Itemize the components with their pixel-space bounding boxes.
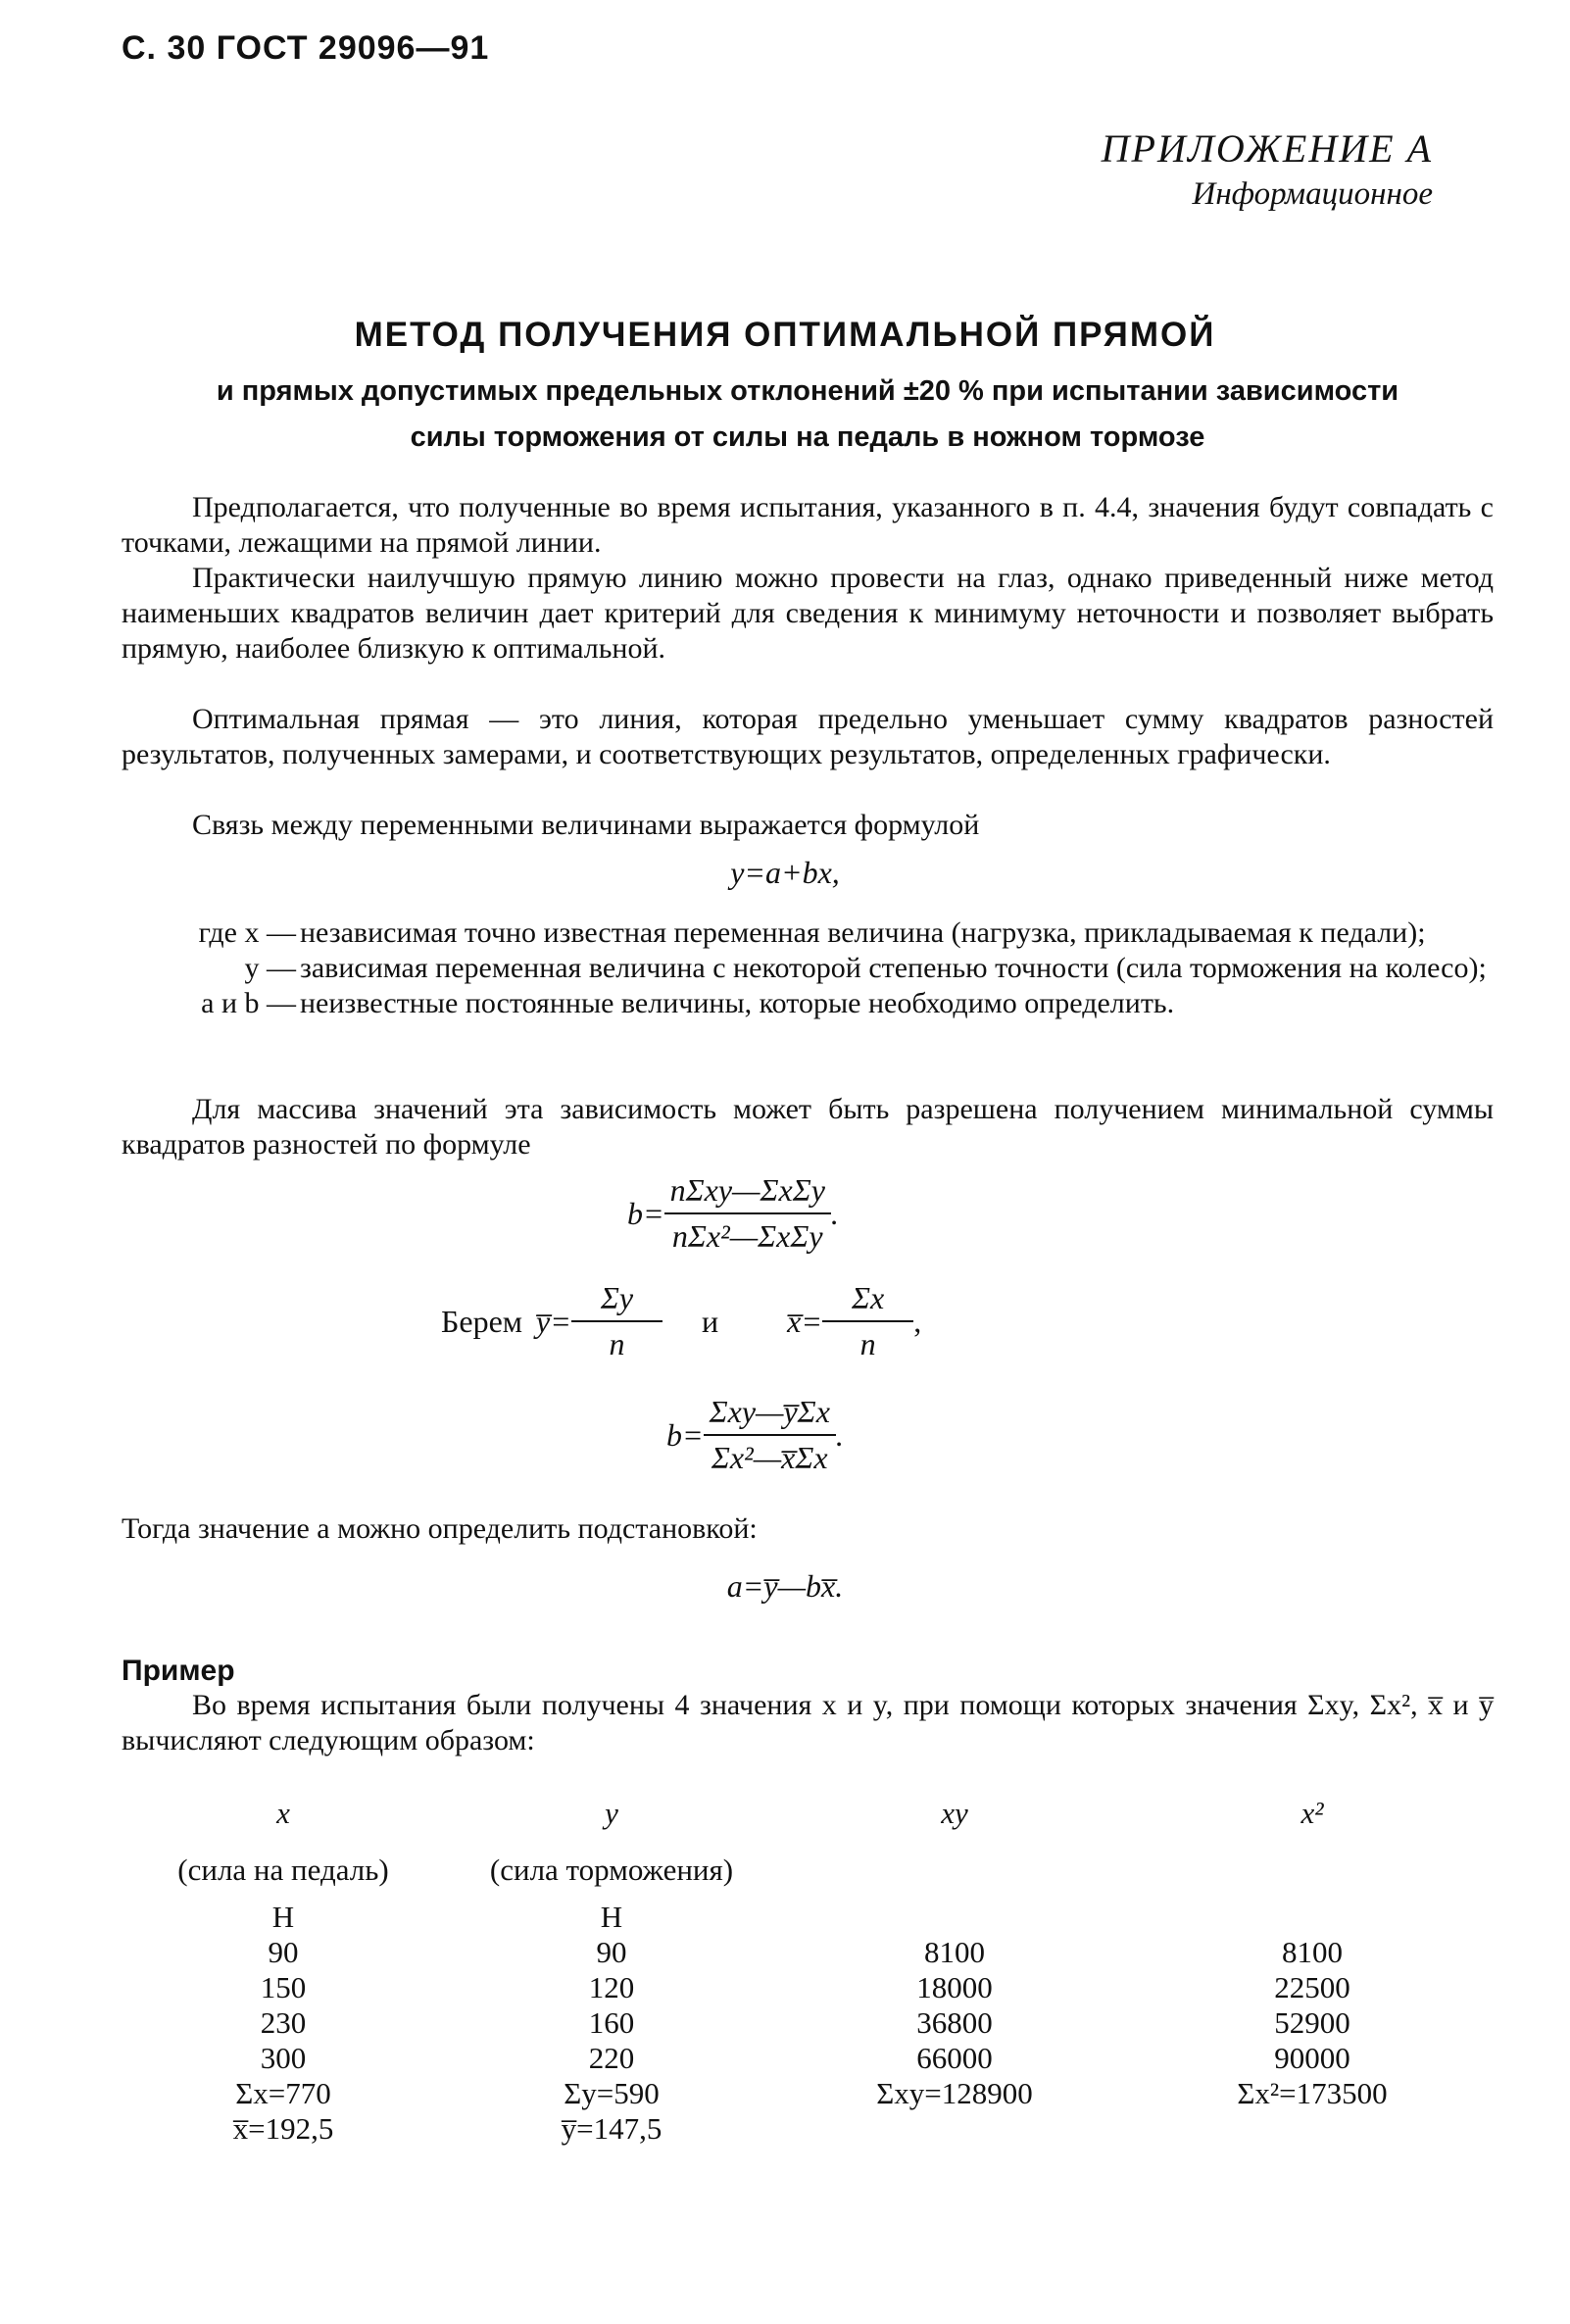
definition-term: a и b — — [201, 987, 296, 1019]
mean-cell: x̅=192,5 — [232, 2111, 334, 2146]
definition-term: y — — [244, 952, 296, 984]
sum-cell: Σx=770 — [235, 2076, 331, 2110]
table-sums-row — [122, 2076, 1494, 2111]
table-cell: 36800 — [916, 2005, 993, 2040]
sum-cell: Σy=590 — [564, 2076, 660, 2110]
ybar-denominator: n — [609, 1326, 625, 1361]
paragraph-6: Тогда значение a можно определить подстановкой: — [122, 1512, 758, 1545]
unit-cell: Н — [271, 1900, 295, 1934]
table-cell: 160 — [588, 2005, 635, 2040]
paragraph-2: Практически наилучшую прямую линию можно провести на глаз, однако приведенный ниже метод наименьших квадратов величин дает критерий для сведения к минимуму неточности и позволяет выбрать прямую, наиболее близкую к оптимальной. — [122, 562, 1494, 665]
table-header-vars — [122, 1786, 1494, 1841]
ybar-numerator: Σy — [571, 1280, 662, 1322]
calculation-table — [122, 1786, 1494, 2147]
table-cell: 150 — [260, 1970, 307, 2004]
table-row — [122, 1970, 1494, 2005]
table-cell: 66000 — [916, 2041, 993, 2075]
section-title: МЕТОД ПОЛУЧЕНИЯ ОПТИМАЛЬНОЙ ПРЯМОЙ — [354, 316, 1216, 354]
definition-text: зависимая переменная величина с некоторой степенью точности (сила торможения на колесо); — [300, 952, 1487, 984]
definition-x — [122, 915, 1494, 951]
table-cell: 300 — [260, 2041, 307, 2075]
mean-cell — [778, 2111, 1131, 2147]
table-row — [122, 1935, 1494, 1970]
mean-cell: y̅=147,5 — [561, 2111, 662, 2146]
and-word: и — [702, 1303, 719, 1339]
page-header: С. 30 ГОСТ 29096—91 — [122, 29, 490, 67]
table-cell: 90000 — [1274, 2041, 1350, 2075]
example-intro: Во время испытания были получены 4 значения x и y, при помощи которых значения Σxy, Σx², x̅ и y̅ вычисляют следующим образом: — [122, 1689, 1494, 1756]
sum-cell: Σx²=173500 — [1237, 2076, 1388, 2110]
paragraph-4: Связь между переменными величинами выражается формулой — [192, 809, 980, 841]
table-cell: 230 — [260, 2005, 307, 2040]
column-label — [778, 1841, 1131, 1900]
formula-b-fraction — [664, 1172, 831, 1255]
unit-cell — [1131, 1900, 1494, 1935]
column-header: x — [276, 1796, 290, 1830]
formula-b2-numerator: Σxy—y̅Σx — [704, 1394, 836, 1436]
table-cell: 52900 — [1274, 2005, 1350, 2040]
section-subtitle-line2: силы торможения от силы на педаль в ножном тормозе — [410, 421, 1205, 453]
formula-b2-lhs: b= — [666, 1416, 704, 1453]
definition-term: где x — — [198, 916, 296, 949]
xbar-end: , — [913, 1303, 922, 1339]
column-label: (сила на педаль) — [177, 1853, 389, 1887]
column-label: (сила торможения) — [489, 1853, 734, 1887]
paragraph-5: Для массива значений эта зависимость может быть разрешена получением минимальной суммы квадратов разностей по формуле — [122, 1093, 1494, 1161]
sum-cell: Σxy=128900 — [876, 2076, 1033, 2110]
table-row — [122, 2005, 1494, 2041]
ybar-lhs: y̅= — [536, 1303, 571, 1339]
formula-means — [441, 1280, 921, 1362]
table-header-labels — [122, 1841, 1494, 1900]
table-cell: 22500 — [1274, 1970, 1350, 2004]
xbar-lhs: x̅= — [787, 1303, 822, 1339]
example-heading: Пример — [122, 1655, 235, 1687]
definition-text: независимая точно известная переменная величина (нагрузка, прикладываемая к педали); — [300, 916, 1426, 949]
formula-b-numerator: nΣxy—ΣxΣy — [664, 1172, 831, 1214]
xbar-denominator: n — [859, 1326, 876, 1361]
table-cell: 8100 — [1282, 1935, 1343, 1969]
xbar-fraction — [822, 1280, 913, 1362]
xbar-numerator: Σx — [822, 1280, 913, 1322]
paragraph-3: Оптимальная прямая — это линия, которая предельно уменьшает сумму квадратов разностей результатов, полученных замерами, и соответствующих результатов, определенных графически. — [122, 703, 1494, 770]
definition-text: неизвестные постоянные величины, которые необходимо определить. — [300, 987, 1175, 1019]
formula-b2-denominator: Σx²—x̅Σx — [711, 1440, 828, 1475]
annex-title: ПРИЛОЖЕНИЕ А — [1101, 126, 1433, 171]
table-cell: 90 — [596, 1935, 627, 1969]
formula-b-denominator: nΣx²—ΣxΣy — [671, 1218, 823, 1254]
linear-equation: y=a+bx, — [730, 855, 840, 890]
table-units-row — [122, 1900, 1494, 1935]
formula-b-end: . — [830, 1195, 839, 1231]
ybar-fraction — [571, 1280, 662, 1362]
formula-b-full — [627, 1172, 839, 1255]
unit-cell: Н — [600, 1900, 623, 1934]
definitions-list — [122, 915, 1494, 1021]
annex-subtitle: Информационное — [1192, 176, 1433, 212]
table-row — [122, 2041, 1494, 2076]
mean-cell — [1131, 2111, 1494, 2147]
formula-b2-fraction — [704, 1394, 836, 1476]
column-header: x² — [1300, 1796, 1324, 1830]
table-cell: 18000 — [916, 1970, 993, 2004]
table-means-row — [122, 2111, 1494, 2147]
paragraph-1: Предполагается, что полученные во время испытания, указанного в п. 4.4, значения будут совпадать с точками, лежащими на прямой линии. — [122, 491, 1494, 559]
column-header: y — [605, 1796, 618, 1830]
column-header: xy — [941, 1796, 968, 1830]
unit-cell — [778, 1900, 1131, 1935]
formula-b2-end: . — [835, 1416, 844, 1453]
table-cell: 90 — [268, 1935, 299, 1969]
formula-a: a=y̅—bx̅. — [726, 1568, 844, 1604]
definition-y — [122, 951, 1494, 986]
formula-b-lhs: b= — [627, 1195, 664, 1231]
column-label — [1131, 1841, 1494, 1900]
formula-b-simplified — [666, 1394, 844, 1476]
table-cell: 120 — [588, 1970, 635, 2004]
section-subtitle-line1: и прямых допустимых предельных отклонений ±20 % при испытании зависимости — [216, 375, 1399, 407]
take-word: Берем — [441, 1303, 523, 1339]
table-cell: 220 — [588, 2041, 635, 2075]
table-cell: 8100 — [924, 1935, 985, 1969]
definition-a-b — [122, 986, 1494, 1021]
